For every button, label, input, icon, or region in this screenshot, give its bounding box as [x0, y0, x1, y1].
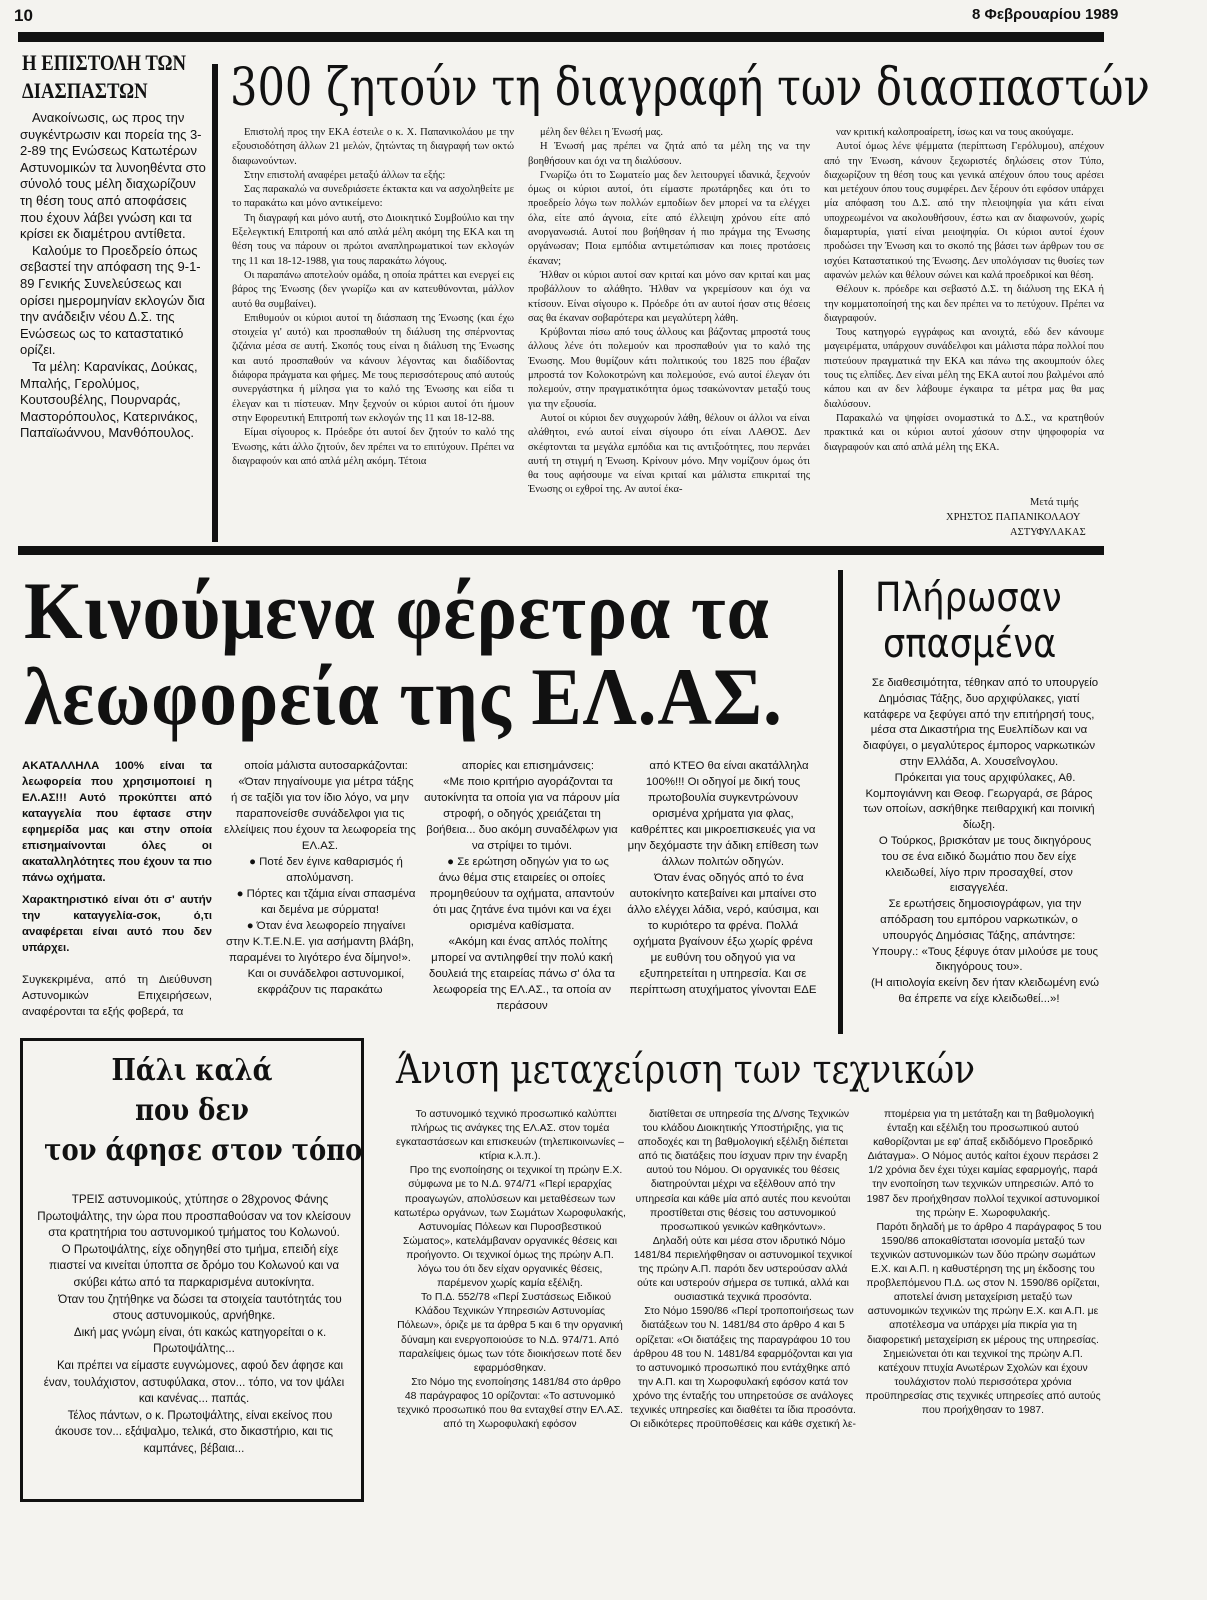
- article5-paragraph: Το Π.Δ. 552/78 «Περί Συστάσεως Ειδικού Κλάδου Τεχνικών Υπηρεσιών Αστυνομίας Πόλεων», όριζε με τα άρθρα 5 και 6 την οργανική δύναμη και ενεργοποιούσε το Ν.Δ. 974/71. Από παραλείψεις όμως των τότε διοικήσεων ποτέ δεν εφαρμόσθηκαν.: [397, 1292, 623, 1374]
- article5-column-2: [630, 1108, 856, 1504]
- article2-paragraph: «Ακόμη και ένας απλός πολίτης μπορεί να αντιληφθεί την πολύ κακή δουλειά της εταιρείας πάνω σ' όλα τα λεωφορεία της ΕΛ.ΑΣ., τα οποία αν περάσουν: [428, 936, 616, 1012]
- article1-paragraph: Επιθυμούν οι κύριοι αυτοί τη διάσπαση της Ένωσης (και έχω στοιχεία γι' αυτό) και προσπαθούν τη διάλυση της σπέρνοντας ζιζάνια μέσα σε αυτή. Σκοπός τους είναι η διάλυση της Ένωσης και αυτό προσπαθούν να κάνουν λέγοντας και διαδίδοντας διάφορα πράγματα και φήμες. Με τους περισσότερους από αυτούς συνεργάστηκα ή μίλησα για το καλό της Ένωσης και είδα τι έλεγαν και τι πίστευαν. Μην ξεχνούν οι κύριοι αυτοί ότι ήμουν στην Εφορευτική Επιτροπή των εκλογών της 11 και 18-12-88.: [232, 312, 514, 424]
- article3-paragraph: Υπουργ.: «Τους ξέφυγε όταν μιλούσε με τους δικηγόρους του».: [871, 945, 1099, 974]
- article1-signature-title: ΑΣΤΥΦΥΛΑΚΑΣ: [1010, 527, 1086, 538]
- article1-paragraph: Είμαι σίγουρος κ. Πρόεδρε ότι αυτοί δεν ζητούν το καλό της Ένωσης, κάτι άλλο ζητούν, δεν πρέπει να το επιτύχουν. Πρέπει να διαγραφούν και από απλά μέλη ακόμη. Τέτοια: [232, 427, 514, 467]
- article2-paragraph: ● Πόρτες και τζάμια είναι σπασμένα και δεμένα με σύρματα!: [236, 888, 416, 916]
- article4-title-line1: Πάλι καλά: [111, 1053, 273, 1088]
- article1-column-3: [824, 126, 1104, 486]
- article1-paragraph: Κρύβονται πίσω από τους άλλους και βάζοντας μπροστά τους άλλους λένε ότι πολεμούν και προσπαθούν για το καλό της Ένωσης. Μου θυμίζουν κάτι πολιτικούς του 1825 που έβαζαν μπροστά τον Κολοκοτρώνη και πολεμούσε, ενώ αυτοί έλεγαν ότι πολεμούν, στην πραγματικότητα όμως τσακώνονταν μεταξύ τους για την εξουσία.: [528, 327, 810, 410]
- page-number: 10: [14, 6, 33, 25]
- article2-paragraph: Χαρακτηριστικό είναι ότι σ' αυτήν την καταγγελία-σοκ, ό,τι αναφέρεται είναι αυτό που δεν υπάρχει.: [22, 894, 212, 954]
- article1-paragraph: Τους κατηγορώ εγγράφως και ανοιχτά, εδώ δεν κάνουμε μαγειρέματα, υπάρχουν συνάδελφοι και μάλιστα πάρα πολλοί που πιστεύουν πραγματικά την ΕΚΑ και πάνω της ακουμπούν όλες τους τις ελπίδες. Δεν είναι μέλη της ΕΚΑ αυτοί που βαλμένοι από κάπου και αν δεν λάβουμε έγκαιρα τα μέτρα μας θα μας διαλύσουν.: [824, 327, 1104, 410]
- article1-paragraph: Στην επιστολή αναφέρει μεταξύ άλλων τα εξής:: [244, 169, 446, 181]
- article2-paragraph: ΑΚΑΤΑΛΛΗΛΑ 100% είναι τα λεωφορεία που χρησιμοποιεί η ΕΛ.ΑΣ!!! Αυτό προκύπτει από καταγγελία που έφτασε στην εφημερίδα μας και στην οποία επισημαίνονται όλες οι ακαταλληλότητες που έχουν τα πιο πάνω οχήματα.: [22, 760, 212, 884]
- article2-paragraph: ● Ποτέ δεν έγινε καθαρισμός ή απολύμανση.: [249, 856, 403, 884]
- article4-paragraph: Όταν του ζητήθηκε να δώσει τα στοιχεία ταυτότητάς του στους αστυνομικούς, αρνήθηκε.: [58, 1292, 342, 1323]
- sidebar-vertical-rule: [212, 64, 218, 542]
- article3-paragraph: Σε διαθεσιμότητα, τέθηκαν από το υπουργείο Δημόσιας Τάξης, δυο αρχιφύλακες, γιατί κατάφερε να ξεφύγει από την επιτήρησή τους, μέσα στα Δικαστήρια της Ευελπίδων και να διαφύγει, ο μεγαλύτερος έμπορος ναρκωτικών στην Ελλάδα, Α. Χουσεΐνογλου.: [862, 677, 1099, 768]
- section-rule-1: [18, 546, 1104, 555]
- article5-paragraph: Παρότι δηλαδή με το άρθρο 4 παράγραφος 5 του 1590/86 αποκαθίσταται ισονομία μεταξύ των τεχνικών αστυνομικών των δύο πρώην σωμάτων Ε.Χ. και Α.Π. η καθυστέρηση της μη έκδοσης του προβλεπόμενου Π.Δ. ως στον Ν. 1590/86 ορίζεται, αποτελεί άνιση μεταχείριση μεταξύ των αστυνομικών τεχνικών της πρώην Ε.Χ. και Α.Π. με αποτέλεσμα να υπάρχει μία πικρία για τη διαφορετική μεταχείριση εκ μέρους της υπηρεσίας. Σημειώνεται ότι και τεχνικοί της πρώην Α.Π. κατέχουν πτυχία Ανωτέρων Σχολών και έχουν τουλάχιστον πολύ περισσότερα χρόνια προϋπηρεσίας στις τεχνικές υπηρεσίες από αυτούς που προήχθησαν το 1987.: [865, 1221, 1102, 1416]
- article4-title-line2: που δεν: [135, 1093, 249, 1128]
- article1-paragraph: Ήλθαν οι κύριοι αυτοί σαν κριταί και μόνο σαν κριταί και μας προβάλλουν το αλάθητο. Ήλθαν να γκρεμίσουν και όχι να κτίσουν. Είναι σίγουρο κ. Πρόεδρε ότι αν αυτοί ήσαν στις θέσεις σας θα έκαναν σοβαρότερα και μεγαλύτερη λάθη.: [528, 269, 810, 324]
- article2-paragraph: Όταν ένας οδηγός από το ένα αυτοκίνητο κατεβαίνει και μπαίνει στο άλλο ελέγχει λάδια, νερό, καύσιμα, και το κυριότερο τα φρένα. Πολλά οχήματα βγαίνουν έξω χωρίς φρένα με ευθύνη του οδηγού για να εξυπηρετείται η υπηρεσία. Και σε περίπτωση ατυχήματος γίνονται ΕΔΕ: [627, 872, 819, 996]
- article2-title-line2: λεωφορεία της ΕΛ.ΑΣ.: [24, 651, 783, 742]
- article5-paragraph: πτομέρεια για τη μετάταξη και τη βαθμολογική ένταξη και εξέλιξη του προσωπικού αυτού καθορίζονται με εφ' άπαξ εκδιδόμενο Προεδρικό Διάταγμα». Ο Νόμος αυτός καίτοι έχουν περάσει 2 1/2 χρόνια δεν έχει τύχει καμίας εφαρμογής, παρά την ενοποίηση των τεχνικών υπηρεσιών. Από το 1987 δεν προήχθησαν πολλοί τεχνικοί αστυνομικοί της πρώην Ε. Χωροφυλακής.: [866, 1109, 1100, 1219]
- article3-paragraph: Ο Τούρκος, βρισκόταν με τους δικηγόρους του σε ένα ειδικό δωμάτιο που δεν είχε κλειδωθεί, λίγο πριν προσαχθεί, στον εισαγγελέα.: [878, 834, 1092, 895]
- article2-paragraph: Συγκεκριμένα, από τη Διεύθυνση Αστυνομικών Επιχειρήσεων, αναφέρονται τα εξής φοβερά, τα: [22, 974, 212, 1018]
- article4-paragraph: Ο Πρωτοψάλτης, είχε οδηγηθεί στο τμήμα, επειδή είχε πιαστεί να κινείται ύποπτα σε δρόμο του Κολωνού και να σκύβει κάτω από τα παρκαρισμένα αυτοκίνητα.: [48, 1242, 340, 1289]
- article3-body: [858, 676, 1100, 1026]
- sidebar-body: [20, 110, 206, 550]
- article2-paragraph: από ΚΤΕΟ θα είναι ακατάλληλα 100%!!! Οι οδηγοί με δική τους πρωτοβουλία συγκεντρώνουν ορισμένα χρήματα για φλας, καθρέπτες και μικροεπισκευές για να μην δεχόμαστε την άδικη επίθεση των άλλων πολιτών οδηγών.: [627, 760, 819, 868]
- article2-column-4: [626, 758, 820, 1024]
- article4-paragraph: ΤΡΕΙΣ αστυνομικούς, χτύπησε ο 28χρονος Φάνης Πρωτοψάλτης, την ώρα που προσπαθούσαν να τον κλείσουν στα κρατητήρια του αστυνομικού τμήματος του Κολωνού.: [37, 1193, 351, 1240]
- article4-paragraph: Τέλος πάντων, ο κ. Πρωτοψάλτης, είναι εκείνος που άκουσε τον... εξάψαλμο, τελικά, στο δικαστήριο, και τις καμπάνες, βέβαια...: [54, 1408, 333, 1455]
- article5-paragraph: διατίθεται σε υπηρεσία της Δ/νσης Τεχνικών του κλάδου Διοικητικής Υποστήριξης, για τις αποδοχές και τη βαθμολογική εξέλιξη διέπεται από τις διατάξεις που ίσχυαν πριν την έναρξη αυτού του Νόμου. Οι οργανικές του θέσεις διατηρούνται μέχρι να εξέλθουν από την υπηρεσία και κάθε μία από αυτές που κενούται προστίθεται στις θέσεις του αστυνομικού προσωπικού γενικών καθηκόντων».: [635, 1109, 851, 1233]
- issue-date: 8 Φεβρουαρίου 1989: [972, 6, 1119, 23]
- article4-paragraph: Δική μας γνώμη είναι, ότι κακώς κατηγορείται ο κ. Πρωτοψάλτης...: [73, 1325, 327, 1356]
- article2-column-1b: [22, 972, 212, 1024]
- article5-title: Άνιση μεταχείριση των τεχνικών: [396, 1047, 976, 1093]
- article5-column-1: [394, 1108, 626, 1504]
- article4-title-line3: τον άφησε στον τόπο: [44, 1133, 363, 1168]
- article5-paragraph: Στο Νόμο 1590/86 «Περί τροποποιήσεως των διατάξεων του Ν. 1481/84 στο άρθρο 4 και 5 ορίζεται: «Οι διατάξεις της παραγράφου 10 του άρθρου 48 του Ν. 1481/84 εφαρμόζονται και για το αστυνομικό προσωπικό που εντάχθηκε από την Α.Π. και τη Χωροφυλακή εφόσον κατά τον χρόνο της ένταξής του υπηρετούσε σε ανάλογες τεχνικές υπηρεσίες και διαθέτει τα ίδια προσόντα. Οι ειδικότερες προϋποθέσεις και κάθε σχετική λε-: [630, 1306, 856, 1431]
- article1-paragraph: Σας παρακαλώ να συνεδριάσετε έκτακτα και να ασχοληθείτε με το παρακάτω και μόνο αντικείμενο:: [232, 184, 514, 210]
- article2-paragraph: ● Όταν ένα λεωφορείο πηγαίνει στην Κ.Τ.Ε.Ν.Ε. για ασήμαντη βλάβη, παραμένει το λιγότερο ένα δίμηνο!».: [226, 920, 414, 964]
- article2-column-3: [424, 758, 620, 1024]
- article1-paragraph: Οι παραπάνω αποτελούν ομάδα, η οποία πράττει και ενεργεί εις βάρος της Ένωσης (δεν γνωρίζω και αν κατευθύνονται, μάλλον αυτό θα συμβαίνει).: [232, 269, 514, 310]
- article5-paragraph: Δηλαδή ούτε και μέσα στον ιδρυτικό Νόμο 1481/84 περιελήφθησαν οι αστυνομικοί τεχνικοί της πρώην Α.Π. παρότι δεν υστερούσαν αλλά ούτε και υστερούν σήμερα σε τυπικά, αλλά και ουσιαστικά τεχνικά προσόντα.: [633, 1235, 853, 1304]
- article3-paragraph: Σε ερωτήσεις δημοσιογράφων, για την απόδραση του εμπόρου ναρκωτικών, ο υπουργός Δημόσιας Τάξης, απάντησε:: [880, 898, 1082, 942]
- article3-title-line1: Πλήρωσαν: [875, 575, 1062, 621]
- article1-paragraph: ναν κριτική καλοπροαίρετη, ίσως και να τους ακούγαμε.: [836, 127, 1074, 138]
- article2-paragraph: Και οι συνάδελφοι αστυνομικοί, εκφράζουν τις παρακάτω: [247, 968, 405, 996]
- article5-paragraph: Στο Νόμο της ενοποίησης 1481/84 στο άρθρο 48 παράγραφος 10 ορίζονται: «Το αστυνομικό τεχνικό προσωπικό που θα ενταχθεί στην ΕΛ.ΑΣ. από τη Χωροφυλακή εφόσον: [396, 1376, 624, 1431]
- article2-paragraph: απορίες και επισημάνσεις:: [461, 760, 595, 772]
- article5-column-3: [864, 1108, 1102, 1504]
- article2-title-line1: Κινούμενα φέρετρα τα: [24, 565, 770, 656]
- article1-paragraph: Αυτοί όμως λένε ψέμματα (περίπτωση Γερόλυμου), απέχουν από την Ένωση, κάνουν ξεχωριστές δηλώσεις στον Τύπο, διαχωρίζουν τη θέση τους και γενικά απέχουν όπου τους αρέσει και μετέχουν όπου τους συμφέρει. Δεν ξέρουν ότι εφόσον υπάρχει μία απόφαση του Δ.Σ. από την πλειοψηφία για κάτι είναι υποχρεωμένοι να ακολουθήσουν, έστω και αν διαφωνούν, χωρίς διαμαρτυρία, γιατί είναι μειοψηφία. Οι κύριοι αυτοί έχουν προδώσει την Ένωση και το σκοπό της βάσει των άρθρων του σε ισχύει Καταστατικού της Ένωσης. Δεν υπολόγισαν τις θυσίες των αφανών μελών και θέλουν σώνει και καλά προεδρικοί και θέση.: [824, 141, 1104, 281]
- sidebar-title-line1: Η ΕΠΙΣΤΟΛΗ ΤΩΝ: [22, 50, 186, 75]
- article5-paragraph: Το αστυνομικό τεχνικό προσωπικό καλύπτει πλήρως τις ανάγκες της ΕΛ.ΑΣ. στον τομέα εγκαταστάσεων και επισκευών (τηλεπικοινωνίες – κτίρια κ.λ.π.).: [396, 1109, 624, 1163]
- header-rule: [18, 32, 1104, 42]
- article1-paragraph: Θέλουν κ. πρόεδρε και σεβαστό Δ.Σ. τη διάλυση της ΕΚΑ ή την κομματοποίησή της και δεν πρέπει να το πετύχουν. Πρέπει να διαγραφούν.: [824, 284, 1104, 324]
- sidebar-paragraph: Τα μέλη: Καρανίκας, Δούκας, Μπαλής, Γερολύμος, Κουτσουβέλης, Πουρναράς, Μαστορόπουλος, Κατερινάκος, Παπαϊωάννου, Μανθόπουλος.: [20, 358, 198, 441]
- article1-paragraph: Η Ένωσή μας πρέπει να ζητά από τα μέλη της να την βοηθήσουν και όχι να τη διαλύσουν.: [528, 141, 810, 167]
- article5-paragraph: Προ της ενοποίησης οι τεχνικοί τη πρώην Ε.Χ. σύμφωνα με το Ν.Δ. 974/71 «Περί ιεραρχίας προαγωγών, απολύσεων και μεταθέσεων των κατωτέρω οργάνων, των Σωμάτων Χωροφυλακής, Αστυνομίας Πόλεων και Πυροσβεστικού Σώματος», κατελάμβαναν οργανικές θέσεις και προήγοντο. Οι τεχνικοί όμως της πρώην Α.Π. λόγω του ότι δεν είχαν οργανικές θέσεις, παρέμενον χωρίς καμία εξέλιξη.: [394, 1165, 626, 1290]
- article1-title: 300 ζητούν τη διαγραφή των διασπαστών: [230, 58, 1150, 118]
- article1-paragraph: Γνωρίζω ότι το Σωματείο μας δεν λειτουργεί ιδανικά, ξεχνούν όμως οι κύριοι αυτοί, ότι είμαστε πρωτάρηδες και ότι το προεδρείο λόγω των πολλών εμποδίων δεν μπορεί να τα ελέγχει όλα, είτε από άγνοια, είτε από έλλειψη χρόνου είτε από ανοργανωσιά. Αυτοί που βοήθησαν ή πιο πράγμα της Ένωσης οργάνωσαν; Ποια εμπόδια αντιμετώπισαν και ποιες προτάσεις έκαναν;: [528, 169, 810, 267]
- article1-closing: Μετά τιμής: [1030, 497, 1079, 508]
- article1-paragraph: Επιστολή προς την ΕΚΑ έστειλε ο κ. Χ. Παπανικολάου με την εξουσιοδότηση άλλων 21 μελών, ζητώντας τη διαγραφή των οκτώ διαφωνούντων.: [232, 127, 514, 167]
- sidebar-paragraph: Ανακοίνωσις, ως προς την συγκέντρωσιν και πορεία της 3-2-89 της Ενώσεως Κατωτέρων Αστυνομικών τα λυνοηθέντα στο σύνολό τους μέλη διαχωρίζουν τη θέση τους από αποφάσεις που έχουν λάβει γνώση και τα κρίσει εκ διαμέτρου αντίθετα.: [20, 110, 206, 242]
- article2-paragraph: ● Σε ερώτηση οδηγών για το ως άνω θέμα στις εταιρείες οι οποίες προμηθεύουν τα οχήματα, απαντούν ότι μας ζητάνε ένα τιμόνι και να έχει ορισμένα καθίσματα.: [429, 856, 615, 932]
- article2-paragraph: «Με ποιο κριτήριο αγοράζονται τα αυτοκίνητα τα οποία για να πάρουν μία στροφή, ο οδηγός χρειάζεται τη βοήθεια... δυο ακόμη συναδέλφων για να στρίψει το τιμόνι.: [424, 776, 620, 852]
- article2-paragraph: οποία μάλιστα αυτοσαρκάζονται:: [244, 760, 408, 772]
- article3-title-line2: σπασμένα: [883, 621, 1057, 667]
- article1-paragraph: μέλη δεν θέλει η Ένωσή μας.: [540, 127, 664, 138]
- article1-paragraph: Τη διαγραφή και μόνο αυτή, στο Διοικητικό Συμβούλιο και την Εξελεγκτική Επιτροπή και από απλά μέλη ακόμη της ΕΚΑ και τη θέση τους να πάρουν οι πρώτοι αναπληρωματικοί των εκλογών της 11 και 18-12-1988, για τους παρακάτω λόγους.: [232, 212, 514, 267]
- article1-paragraph: Αυτοί οι κύριοι δεν συγχωρούν λάθη, θέλουν οι άλλοι να είναι αλάθητοι, ενώ αυτοί είναι σίγουρο ότι είναι ΛΑΘΟΣ. Δεν σκέφτονται τα μεγάλα εμπόδια και τις αντιξοότητες, που περνάει αυτή τη στιγμή η Ένωση. Κρίνουν μόνο. Μην νομίζουν όμως ότι θα τους αφήσουμε να είναι κριταί και μάλιστα επικριταί της Ένωσης οι εχθροί της. Αν αυτοί έκα-: [528, 412, 810, 496]
- article2-paragraph: «Όταν πηγαίνουμε για μέτρα τάξης ή σε ταξίδι για τον ίδιο λόγο, να μην παραπονείσθε συνάδελφοι για τις ελλείψεις που έχουν τα λεωφορεία της ΕΛ.ΑΣ.: [224, 776, 416, 852]
- article2-column-1: [22, 758, 212, 972]
- article1-signature-name: ΧΡΗΣΤΟΣ ΠΑΠΑΝΙΚΟΛΑΟΥ: [946, 512, 1081, 523]
- article2-column-2: [222, 758, 418, 1024]
- sidebar-title-line2: ΔΙΑΣΠΑΣΤΩΝ: [22, 78, 148, 103]
- article3-paragraph: (Η αιτιολογία εκείνη δεν ήταν κλειδωμένη ενώ θα έπρεπε να είχε κλειδωθεί...»!: [871, 977, 1099, 1005]
- sidebar-paragraph: Καλούμε το Προεδρείο όπως σεβαστεί την απόφαση της 9-1-89 Γενικής Συνελεύσεως και ορίσει ημερομηνίαν εκλογών δια την ανάδειξιν νέου Δ.Σ. της Ενώσεως ως το καταστατικό ορίζει.: [20, 242, 205, 358]
- article4-paragraph: Και πρέπει να είμαστε ευγνώμονες, αφού δεν άφησε και έναν, τουλάχιστον, αστυφύλακα, στον... τόπο, να τον ψάλει και κανένας... παπάς.: [43, 1358, 345, 1406]
- article1-column-1: [232, 126, 514, 540]
- article4-body: [36, 1192, 352, 1492]
- article1-column-2: [528, 126, 810, 540]
- article3-paragraph: Πρόκειται για τους αρχιφύλακες, Αθ. Κομπογιάννη και Θεοφ. Γεωργαρά, σε βάρος των οποίων, ασκήθηκε πειθαρχική και ποινική δίωξη.: [863, 771, 1095, 832]
- article1-paragraph: Παρακαλώ να ψηφίσει ονομαστικά το Δ.Σ., να κρατηθούν πρακτικά και οι κύριοι αυτοί χάσουν στην ψηφοφορία να διαγραφούν και από απλά μέλη της ΕΚΑ.: [824, 412, 1104, 453]
- article3-vertical-rule: [838, 570, 843, 1034]
